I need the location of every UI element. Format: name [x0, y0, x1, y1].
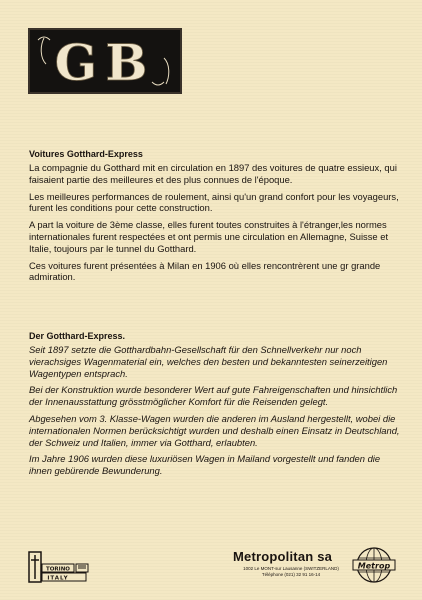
french-paragraph-4: Ces voitures furent présentées à Milan en 1906 où elles rencontrèrent une gr grande admiration.	[29, 259, 381, 283]
metropolitan-address	[232, 566, 350, 578]
metropolitan-brand: Metropolitan sa	[233, 549, 333, 564]
french-section	[29, 149, 401, 288]
german-section	[29, 331, 401, 482]
italy-label: ITALY	[47, 575, 69, 582]
gb-logo	[28, 28, 182, 94]
french-paragraph-1: La compagnie du Gotthard mit en circulation en 1897 des voitures de quatre essieux, qui faisaient partie des meilleures et des plus connues de l'époque.	[29, 162, 397, 185]
german-paragraph-3: Abgesehen vom 3. Klasse-Wagen wurden die anderen im Ausland hergestellt, wobei die internationalen Normen berücksichtigt wurden und deshalb einen Einsatz in Deutschland, der Schweiz und Italien, immer via Gotthard, erlaubten.	[29, 412, 400, 448]
german-paragraph-4: Im Jahre 1906 wurden diese luxuriösen Wagen in Mailand vorgestellt und fanden die ihnen gebürende Bewunderung.	[29, 453, 381, 477]
gb-monogram-icon	[30, 30, 180, 92]
torino-label: TORINO	[46, 566, 70, 573]
french-heading: Voitures Gotthard-Express	[29, 149, 143, 159]
german-paragraph-2: Bei der Konstruktion wurde besonderer Wert auf gute Fahreigenschaften und hinsichtlich der Innenausstattung grösstmöglicher Komfort für die Reisenden gelegt.	[29, 384, 398, 408]
globe-label: Metrop	[357, 561, 391, 571]
german-paragraph-1: Seit 1897 setzte die Gotthardbahn-Gesellschaft für den Schnellverkehr nur noch vierachsiges Wagenmaterial ein, welches den besten und bekanntesten seinerzeitigen Wagentypen entsprach.	[29, 344, 388, 379]
german-heading: Der Gotthard-Express.	[29, 331, 126, 341]
french-paragraph-2: Les meilleures performances de roulement, ainsi qu'un grand confort pour les voyageurs, furent les conditions pour cette construction.	[29, 190, 399, 214]
logo-letters: GB	[54, 33, 156, 92]
metropolitan-logo-block	[228, 545, 408, 585]
globe-icon	[352, 545, 396, 585]
address-line-2: Téléphone (021) 32 91 16-14	[261, 572, 321, 577]
torino-italy-logo	[28, 550, 94, 584]
address-line-1: 1002 Le MONT-sur Lausanne (SWITZERLAND)	[243, 566, 339, 571]
french-paragraph-3: A part la voiture de 3ème classe, elles furent toutes construites à l'étranger,les normes internationales furent respectées et ont permis une circulation en Allemagne, Suisse et Italie, toujours par le tunnel du Gotthard.	[29, 219, 389, 254]
